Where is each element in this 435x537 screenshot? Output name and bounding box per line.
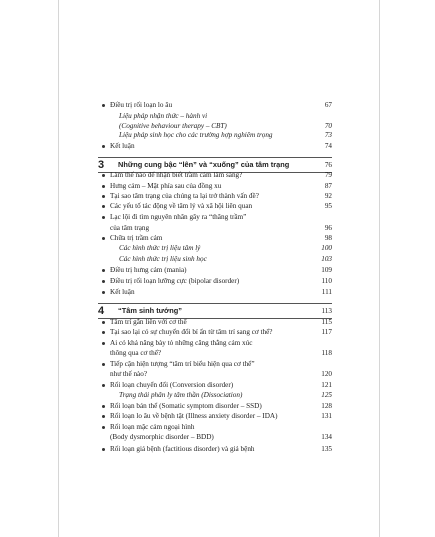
entry-title: Tại sao tâm trạng của chúng ta lại trở thành vấn đề? <box>110 192 259 200</box>
entry-title: Tiếp cận hiện tượng “tâm trí biểu hiện qua cơ thể” <box>110 360 255 368</box>
entry-title: thông qua cơ thể? <box>110 349 162 357</box>
bullet-icon <box>102 405 105 408</box>
bullet-icon <box>102 448 105 451</box>
chapter-number: 3 <box>98 159 105 171</box>
page-number: 96 <box>324 224 332 232</box>
entry-title: Điều trị rối loạn lo âu <box>110 101 173 109</box>
entry-title: Điều trị hưng cảm (mania) <box>110 266 187 274</box>
entry-title: Các yếu tố tác động về tâm lý và xã hội liên quan <box>110 202 253 210</box>
page-number: 135 <box>321 445 332 453</box>
bullet-icon <box>102 415 105 418</box>
page-number: 110 <box>321 277 332 285</box>
toc-entry <box>110 277 332 286</box>
toc-entry <box>110 192 332 201</box>
bullet-icon <box>102 342 105 345</box>
entry-title: Lạc lội đi tìm nguyên nhân gây ra “thăng trầm” <box>110 213 247 221</box>
entry-title: Ai có khả năng bày tỏ những căng thẳng cảm xúc <box>110 339 253 347</box>
bullet-icon <box>102 195 105 198</box>
entry-title: Tâm trí gắn liền với cơ thể <box>110 318 187 326</box>
toc-subentry <box>119 391 332 400</box>
entry-title: Hưng cảm – Mặt phía sau của đồng xu <box>110 182 222 190</box>
chapter-number: 4 <box>98 305 105 317</box>
entry-title: (Body dysmorphic disorder – BDD) <box>110 433 214 441</box>
toc-entry <box>110 234 332 243</box>
page-number: 103 <box>321 255 332 263</box>
toc-entry <box>110 402 332 411</box>
page-number: 92 <box>324 192 332 200</box>
page-number: 76 <box>324 161 332 169</box>
toc-entry <box>110 445 332 454</box>
page-number: 118 <box>321 349 332 357</box>
toc-subentry <box>119 255 332 264</box>
entry-title: của tâm trạng <box>110 224 150 232</box>
entry-title: Liệu pháp sinh học cho các trường hợp nghiêm trọng <box>119 131 273 139</box>
bullet-icon <box>102 185 105 188</box>
entry-title: Các hình thức trị liệu sinh học <box>119 255 207 263</box>
page-number: 125 <box>321 391 332 399</box>
page-number: 70 <box>324 122 332 130</box>
bullet-icon <box>102 237 105 240</box>
entry-title: (Cognitive behaviour therapy – CBT) <box>119 122 227 130</box>
entry-title: Rối loạn chuyển đổi (Conversion disorder) <box>110 381 234 389</box>
toc-entry <box>110 360 332 369</box>
page-number: 120 <box>321 370 332 378</box>
entry-title: Chữa trị trầm cảm <box>110 234 163 242</box>
entry-title: Kết luận <box>110 288 135 296</box>
page-number: 115 <box>321 318 332 326</box>
page-number: 79 <box>324 171 332 179</box>
entry-title: Tại sao lại có sự chuyển đổi bí ẩn từ tâm trí sang cơ thể? <box>110 328 273 336</box>
chapter-title: Những cung bậc “lên” và “xuống” của tâm trạng <box>118 160 290 169</box>
toc-entry-continuation <box>110 433 332 442</box>
entry-title: Làm thế nào để nhận biết trầm cảm lâm sàng? <box>110 171 243 179</box>
bullet-icon <box>102 426 105 429</box>
toc-entry <box>110 202 332 211</box>
toc-entry-continuation <box>110 349 332 358</box>
toc-entry-continuation <box>110 370 332 379</box>
bullet-icon <box>102 104 105 107</box>
bullet-icon <box>102 216 105 219</box>
page-number: 109 <box>321 266 332 274</box>
toc-entry <box>110 339 332 348</box>
page-number: 98 <box>324 234 332 242</box>
bullet-icon <box>102 331 105 334</box>
bullet-icon <box>102 145 105 148</box>
toc-subentry <box>119 244 332 253</box>
entry-title: Kết luận <box>110 142 135 150</box>
page-number: 113 <box>321 307 332 315</box>
page-number: 128 <box>321 402 332 410</box>
toc-entry <box>110 101 332 110</box>
page-number: 74 <box>324 142 332 150</box>
page-number: 67 <box>324 101 332 109</box>
bullet-icon <box>102 280 105 283</box>
toc-subentry <box>119 122 332 131</box>
entry-title: Rối loạn bản thể (Somatic symptom disorder – SSD) <box>110 402 262 410</box>
toc-entry <box>110 182 332 191</box>
entry-title: Trạng thái phân ly tâm thần (Dissociation) <box>119 391 243 399</box>
toc-entry <box>110 142 332 151</box>
bullet-icon <box>102 205 105 208</box>
entry-title: Rối loạn lo âu về bệnh tật (Illness anxiety disorder – IDA) <box>110 412 278 420</box>
page-number: 131 <box>321 412 332 420</box>
bullet-icon <box>102 269 105 272</box>
toc-entry <box>110 171 332 180</box>
entry-title: như thế nào? <box>110 370 148 378</box>
toc-entry <box>110 266 332 275</box>
entry-title: Rối loạn mặc cảm ngoại hình <box>110 423 195 431</box>
entry-title: Liệu pháp nhận thức – hành vi <box>119 112 208 120</box>
page-number: 95 <box>324 202 332 210</box>
page-number: 121 <box>321 381 332 389</box>
toc-entry <box>110 412 332 421</box>
chapter-heading <box>98 303 332 319</box>
toc-subentry <box>119 131 332 140</box>
bullet-icon <box>102 384 105 387</box>
page-number: 111 <box>321 288 332 296</box>
chapter-title: “Tâm sinh tướng” <box>118 306 182 315</box>
page-number: 100 <box>321 244 332 252</box>
bullet-icon <box>102 291 105 294</box>
page-number: 73 <box>324 131 332 139</box>
toc-entry-continuation <box>110 224 332 233</box>
entry-title: Điều trị rối loạn lưỡng cực (bipolar disorder) <box>110 277 240 285</box>
bullet-icon <box>102 174 105 177</box>
page-number: 87 <box>324 182 332 190</box>
toc-subentry <box>119 112 332 121</box>
toc-entry <box>110 213 332 222</box>
toc-entry <box>110 318 332 327</box>
page-number: 134 <box>321 433 332 441</box>
entry-title: Các hình thức trị liệu tâm lý <box>119 244 201 252</box>
entry-title: Rối loạn giả bệnh (factitious disorder) và giả bệnh <box>110 445 255 453</box>
bullet-icon <box>102 363 105 366</box>
page-number: 117 <box>321 328 332 336</box>
toc-entry <box>110 328 332 337</box>
toc-entry <box>110 381 332 390</box>
toc-entry <box>110 288 332 297</box>
bullet-icon <box>102 321 105 324</box>
toc-entry <box>110 423 332 432</box>
